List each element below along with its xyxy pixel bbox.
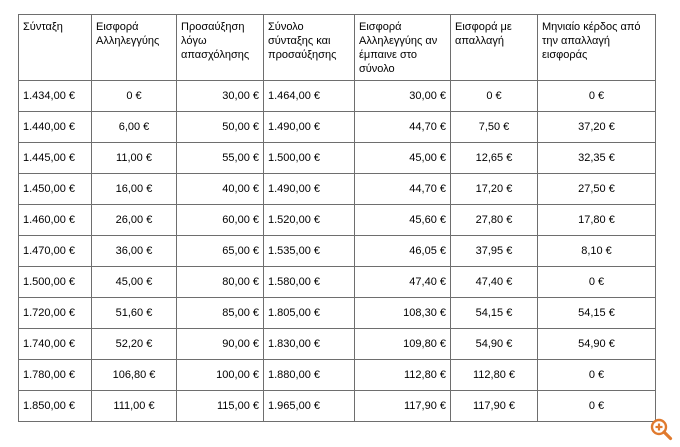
- header-cell: Προσαύξηση λόγω απασχόλησης: [177, 15, 264, 81]
- table-cell: 117,90 €: [451, 391, 538, 422]
- table-cell: 111,00 €: [92, 391, 177, 422]
- table-row: [19, 267, 656, 298]
- header-cell: Σύνταξη: [19, 15, 92, 81]
- table-cell: 1.805,00 €: [264, 298, 355, 329]
- header-row: [19, 15, 656, 81]
- table-cell: 16,00 €: [92, 174, 177, 205]
- table-cell: 0 €: [451, 81, 538, 112]
- pension-table: [18, 14, 656, 422]
- table-cell: 90,00 €: [177, 329, 264, 360]
- table-cell: 0 €: [538, 391, 656, 422]
- table-cell: 1.500,00 €: [19, 267, 92, 298]
- table-cell: 1.740,00 €: [19, 329, 92, 360]
- table-cell: 12,65 €: [451, 143, 538, 174]
- table-cell: 36,00 €: [92, 236, 177, 267]
- table-cell: 0 €: [538, 81, 656, 112]
- table-row: [19, 143, 656, 174]
- table-cell: 30,00 €: [355, 81, 451, 112]
- table-cell: 54,15 €: [538, 298, 656, 329]
- table-cell: 1.520,00 €: [264, 205, 355, 236]
- table-cell: 106,80 €: [92, 360, 177, 391]
- table-cell: 1.464,00 €: [264, 81, 355, 112]
- table-row: [19, 81, 656, 112]
- table-cell: 65,00 €: [177, 236, 264, 267]
- table-cell: 1.490,00 €: [264, 112, 355, 143]
- table-cell: 108,30 €: [355, 298, 451, 329]
- table-cell: 44,70 €: [355, 174, 451, 205]
- table-cell: 109,80 €: [355, 329, 451, 360]
- table-cell: 1.470,00 €: [19, 236, 92, 267]
- table-row: [19, 298, 656, 329]
- table-cell: 1.830,00 €: [264, 329, 355, 360]
- table-cell: 30,00 €: [177, 81, 264, 112]
- table-cell: 0 €: [92, 81, 177, 112]
- table-cell: 1.460,00 €: [19, 205, 92, 236]
- table-cell: 54,15 €: [451, 298, 538, 329]
- table-row: [19, 236, 656, 267]
- table-row: [19, 205, 656, 236]
- table-cell: 80,00 €: [177, 267, 264, 298]
- table-row: [19, 174, 656, 205]
- table-cell: 1.500,00 €: [264, 143, 355, 174]
- table-cell: 17,80 €: [538, 205, 656, 236]
- table-cell: 0 €: [538, 267, 656, 298]
- table-cell: 47,40 €: [355, 267, 451, 298]
- table-cell: 112,80 €: [451, 360, 538, 391]
- table-cell: 17,20 €: [451, 174, 538, 205]
- table-cell: 45,00 €: [355, 143, 451, 174]
- table-cell: 6,00 €: [92, 112, 177, 143]
- table-cell: 85,00 €: [177, 298, 264, 329]
- table-cell: 115,00 €: [177, 391, 264, 422]
- table-cell: 1.434,00 €: [19, 81, 92, 112]
- header-cell: Μηνιαίο κέρδος από την απαλλαγή εισφοράς: [538, 15, 656, 81]
- table-cell: 100,00 €: [177, 360, 264, 391]
- table-cell: 1.445,00 €: [19, 143, 92, 174]
- table-row: [19, 391, 656, 422]
- table-cell: 60,00 €: [177, 205, 264, 236]
- table-cell: 117,90 €: [355, 391, 451, 422]
- table-cell: 47,40 €: [451, 267, 538, 298]
- table-row: [19, 112, 656, 143]
- table-cell: 54,90 €: [451, 329, 538, 360]
- table-cell: 0 €: [538, 360, 656, 391]
- table-cell: 52,20 €: [92, 329, 177, 360]
- table-row: [19, 329, 656, 360]
- table-cell: 7,50 €: [451, 112, 538, 143]
- table-body: [19, 81, 656, 422]
- table-cell: 1.880,00 €: [264, 360, 355, 391]
- table-cell: 37,95 €: [451, 236, 538, 267]
- header-cell: Εισφορά με απαλλαγή: [451, 15, 538, 81]
- table-cell: 1.780,00 €: [19, 360, 92, 391]
- table-cell: 1.450,00 €: [19, 174, 92, 205]
- table-cell: 1.440,00 €: [19, 112, 92, 143]
- table-cell: 50,00 €: [177, 112, 264, 143]
- table-cell: 11,00 €: [92, 143, 177, 174]
- table-cell: 1.965,00 €: [264, 391, 355, 422]
- table-cell: 27,50 €: [538, 174, 656, 205]
- table-cell: 54,90 €: [538, 329, 656, 360]
- table-cell: 32,35 €: [538, 143, 656, 174]
- table-cell: 40,00 €: [177, 174, 264, 205]
- table-cell: 45,60 €: [355, 205, 451, 236]
- table-cell: 1.490,00 €: [264, 174, 355, 205]
- header-cell: Εισφορά Αλληλεγγύης: [92, 15, 177, 81]
- table-cell: 55,00 €: [177, 143, 264, 174]
- table-cell: 1.580,00 €: [264, 267, 355, 298]
- table-cell: 26,00 €: [92, 205, 177, 236]
- table-cell: 8,10 €: [538, 236, 656, 267]
- table-cell: 46,05 €: [355, 236, 451, 267]
- table-cell: 112,80 €: [355, 360, 451, 391]
- table-cell: 45,00 €: [92, 267, 177, 298]
- table-row: [19, 360, 656, 391]
- table-cell: 1.720,00 €: [19, 298, 92, 329]
- header-cell: Εισφορά Αλληλεγγύης αν έμπαινε στο σύνολο: [355, 15, 451, 81]
- table-cell: 27,80 €: [451, 205, 538, 236]
- table-cell: 37,20 €: [538, 112, 656, 143]
- table-cell: 1.850,00 €: [19, 391, 92, 422]
- zoom-in-icon[interactable]: [649, 417, 673, 441]
- table-cell: 44,70 €: [355, 112, 451, 143]
- table-cell: 51,60 €: [92, 298, 177, 329]
- header-cell: Σύνολο σύνταξης και προσαύξησης: [264, 15, 355, 81]
- table-cell: 1.535,00 €: [264, 236, 355, 267]
